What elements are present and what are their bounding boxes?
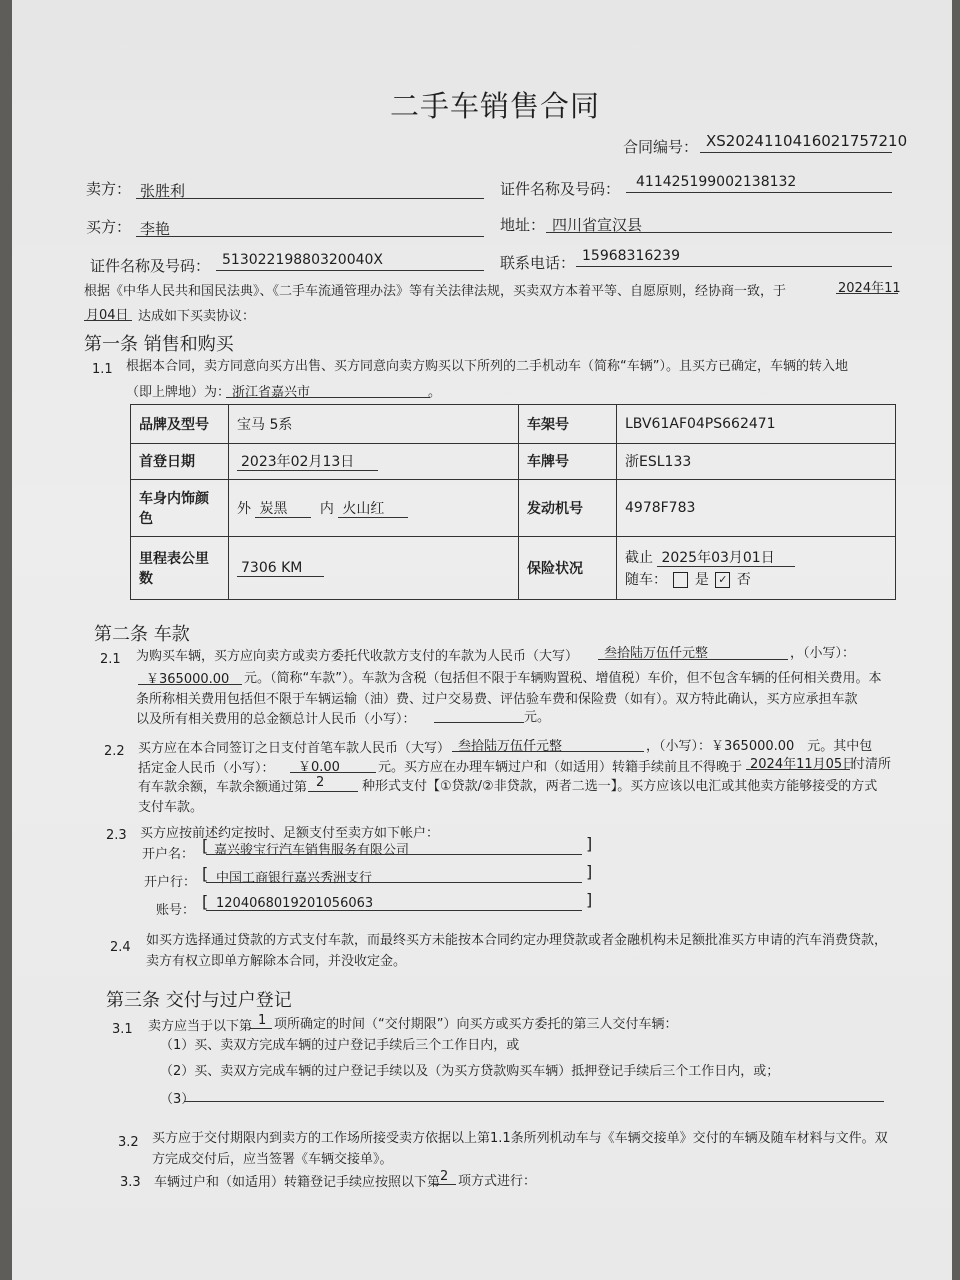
clause-3-1-line-b: 项所确定的时间（“交付期限”）向买方或买方委托的第三人交付车辆： xyxy=(274,1017,678,1032)
clause-2-1-line1b: ，（小写）： xyxy=(790,646,856,661)
clause-1-1-number: 1.1 xyxy=(92,362,113,377)
vin-value: LBV61AF04PS662471 xyxy=(617,405,896,444)
address-value: 四川省宣汉县 xyxy=(552,216,643,234)
document-title: 二手车销售合同 xyxy=(390,89,601,123)
delivery-option-3: （3） xyxy=(160,1092,195,1107)
account-number-value: 1204068019201056063 xyxy=(216,896,374,911)
preamble-line2: 达成如下买卖协议： xyxy=(138,309,256,324)
clause-2-3-number: 2.3 xyxy=(106,828,127,843)
clause-3-3-number: 3.3 xyxy=(120,1175,141,1190)
no-checkbox[interactable]: ✓ xyxy=(715,572,730,588)
clause-3-2-line2: 方完成交付后，应当签署《车辆交接单》。 xyxy=(152,1152,393,1167)
plate-value: 浙ESL133 xyxy=(617,443,896,480)
clause-3-3-line-b: 项方式进行： xyxy=(458,1174,537,1189)
article2-heading: 第二条 车款 xyxy=(94,624,190,645)
clause-1-1-end: 。 xyxy=(428,385,442,400)
clause-2-2-number: 2.2 xyxy=(104,744,125,759)
clause-2-2-capital-amount: 叁拾陆万伍仟元整 xyxy=(458,739,563,754)
clause-2-2-line2c: 付清所 xyxy=(852,757,892,772)
clause-1-1-line2: （即上牌地）为： xyxy=(126,385,231,400)
clause-2-1-line1a: 为购买车辆，买方应向卖方或卖方委托代收款方支付的车款为人民币（大写） xyxy=(136,649,579,664)
insurance-cell xyxy=(617,537,896,600)
vin-label: 车架号 xyxy=(519,405,617,444)
address-label: 地址： xyxy=(500,216,546,234)
preamble-date-a: 2024年11 xyxy=(838,281,901,296)
clause-2-1-capital-amount: 叁拾陆万伍仟元整 xyxy=(604,646,709,661)
clause-3-2-number: 3.2 xyxy=(118,1135,139,1150)
bank-value: 中国工商银行嘉兴秀洲支行 xyxy=(216,871,373,886)
clause-3-2-line1: 买方应于交付期限内到卖方的工作场所接受卖方依据以上第1.1条所列机动车与《车辆交接单》交付的车辆及随车材料与文件。双 xyxy=(152,1131,888,1146)
buyer-id-label: 证件名称及号码： xyxy=(90,257,211,275)
color-label: 车身内饰颜色 xyxy=(131,480,229,537)
insurance-label: 保险状况 xyxy=(519,537,617,600)
engine-label: 发动机号 xyxy=(519,480,617,537)
preamble-date-b: 月04日 xyxy=(86,308,129,323)
seller-id-label: 证件名称及号码： xyxy=(500,180,621,198)
bank-label: 开户行： xyxy=(144,875,197,890)
yes-checkbox[interactable] xyxy=(673,572,688,588)
phone-label: 联系电话： xyxy=(500,254,576,272)
clause-2-1-line2b: 元。（简称“车款”）。车款为含税（包括但不限于车辆购置税、增值税）车价，但不包含车辆的任何相关费用。本 xyxy=(244,671,882,686)
article3-heading: 第三条 交付与过户登记 xyxy=(106,990,292,1011)
deposit-amount: ￥0.00 xyxy=(298,760,340,775)
brand-label: 品牌及型号 xyxy=(131,405,229,444)
clause-2-1-number: 2.1 xyxy=(100,652,121,667)
clause-2-2-line1a: 买方应在本合同签订之日支付首笔车款人民币（大写） xyxy=(138,741,451,756)
article1-heading: 第一条 销售和购买 xyxy=(84,334,234,355)
buyer-label: 买方： xyxy=(86,218,132,236)
mileage-cell xyxy=(229,537,519,600)
clause-2-1-line3: 条所称相关费用包括但不限于车辆运输（油）费、过户交易费、评估验车费和保险费（如有）。双方特此确认，买方应承担车款 xyxy=(136,692,858,707)
buyer-name: 李艳 xyxy=(140,220,171,238)
account-name-value: 嘉兴骏宝行汽车销售服务有限公司 xyxy=(214,843,410,858)
clause-2-3-line1: 买方应按前述约定按时、足额支付至卖方如下帐户： xyxy=(140,826,440,841)
reg-date-label: 首登日期 xyxy=(131,443,229,480)
clause-2-1-line4-end: 元。 xyxy=(524,710,551,725)
delivery-option-1: （1）买、卖双方完成车辆的过户登记手续后三个工作日内，或 xyxy=(160,1038,520,1053)
exterior-color: 炭黑 xyxy=(255,501,311,518)
seller-id-value: 411425199002138132 xyxy=(636,174,797,190)
clause-1-1-line1: 根据本合同，卖方同意向买方出售、买方同意向卖方购买以下所列的二手机动车（简称“车辆”）。且买方已确定，车辆的转入地 xyxy=(126,359,848,374)
phone-value: 15968316239 xyxy=(582,248,680,264)
clause-2-4-line2: 卖方有权立即单方解除本合同，并没收定金。 xyxy=(146,954,407,969)
reg-date-cell xyxy=(229,443,519,480)
vehicle-info-table xyxy=(130,404,896,600)
delivery-option-2: （2）买、卖双方完成车辆的过户登记手续以及（为买方贷款购买车辆）抵押登记手续后三个工作日内，或； xyxy=(160,1064,780,1079)
insurance-with-label: 随车： xyxy=(625,572,667,589)
transfer-place: 浙江省嘉兴市 xyxy=(232,385,311,400)
engine-value: 4978F783 xyxy=(617,480,896,537)
no-label: 否 xyxy=(736,572,751,589)
clause-3-1-number: 3.1 xyxy=(112,1022,133,1037)
exterior-prefix: 外 xyxy=(237,501,251,518)
interior-prefix: 内 xyxy=(319,501,334,518)
contract-no-label: 合同编号： xyxy=(623,138,699,156)
contract-no-value: XS2024110416021757210 xyxy=(706,132,908,150)
clause-2-4-line1: 如买方选择通过贷款的方式支付车款，而最终买方未能按本合同约定办理贷款或者金融机构未足额批准买方申请的汽车消费贷款， xyxy=(146,933,888,948)
clause-2-2-line1b: ，（小写）：￥365000.00 元。其中包 xyxy=(646,739,873,754)
buyer-id-value: 51302219880320040X xyxy=(222,252,384,268)
clause-2-4-number: 2.4 xyxy=(110,940,131,955)
mileage-label: 里程表公里数 xyxy=(131,537,229,600)
color-cell xyxy=(229,480,519,537)
clause-3-1-line-a: 卖方应当于以下第 xyxy=(148,1019,253,1034)
plate-label: 车牌号 xyxy=(519,443,617,480)
clause-2-1-line4: 以及所有相关费用的总金额总计人民币（小写）： xyxy=(136,712,416,727)
interior-color: 火山红 xyxy=(338,501,408,518)
clause-2-1-amount: ￥365000.00 xyxy=(146,672,230,687)
clause-2-2-line3a: 有车款余额，车款余额通过第 xyxy=(138,780,308,795)
clause-2-2-line2a: 括定金人民币（小写）： xyxy=(138,761,275,776)
clause-2-2-line2b: 元。买方应在办理车辆过户和（如适用）转籍手续前且不得晚于 xyxy=(378,760,743,775)
seller-name: 张胜利 xyxy=(140,182,186,200)
brand-value: 宝马 5系 xyxy=(229,405,519,444)
transfer-item-number: 2 xyxy=(440,1169,449,1184)
account-number-label: 账号： xyxy=(156,903,196,918)
yes-label: 是 xyxy=(694,572,709,589)
payment-method-number: 2 xyxy=(316,775,325,790)
insurance-until-date: 2025年03月01日 xyxy=(657,550,794,567)
balance-due-date: 2024年11月05日 xyxy=(750,757,856,772)
account-name-label: 开户名： xyxy=(142,847,195,862)
clause-3-3-line-a: 车辆过户和（如适用）转籍登记手续应按照以下第 xyxy=(154,1175,441,1190)
reg-date-value: 2023年02月13日 xyxy=(237,454,378,471)
delivery-item-number: 1 xyxy=(258,1013,267,1028)
clause-2-2-line3b: 种形式支付【①贷款/②非贷款，两者二选一】。买方应该以电汇或其他卖方能够接受的方式 xyxy=(362,779,878,794)
clause-2-2-line4: 支付车款。 xyxy=(138,800,204,815)
seller-label: 卖方： xyxy=(86,180,132,198)
preamble-line1: 根据《中华人民共和国民法典》、《二手车流通管理办法》等有关法律法规，买卖双方本着平等、自愿原则，经协商一致，于 xyxy=(84,284,787,299)
mileage-value: 7306 KM xyxy=(237,560,324,577)
insurance-until-prefix: 截止 xyxy=(625,550,653,567)
